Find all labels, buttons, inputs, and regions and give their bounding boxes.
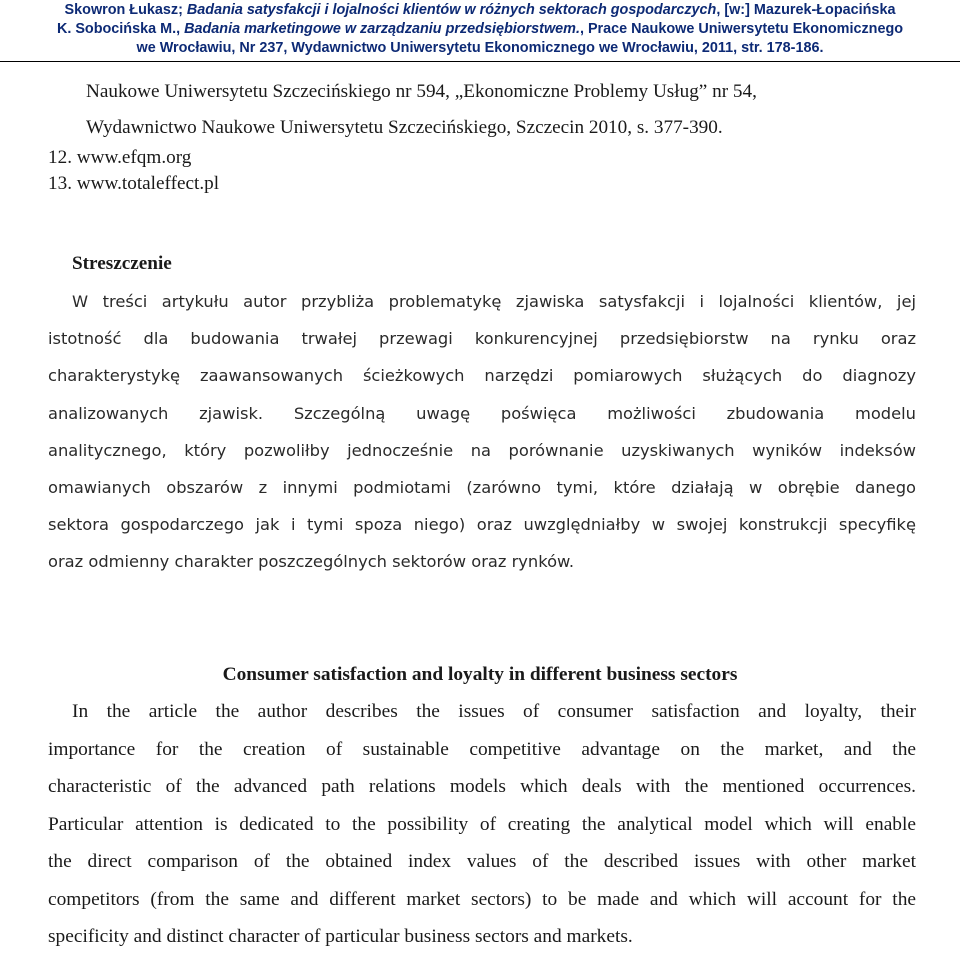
abstract-pl-body (48, 283, 916, 581)
abstract-pl-line: oraz odmienny charakter poszczególnych sektorów oraz rynków. (48, 552, 575, 572)
citation-header (0, 0, 960, 62)
abstract-pl-line: W treści artykułu autor przybliża problematykę zjawiska satysfakcji i lojalności klientów, jej (72, 292, 916, 311)
citation-authors: Skowron Łukasz; (64, 2, 187, 18)
abstract-en-line: characteristic of the advanced path relations models which deals with the mentioned occurrences. (48, 776, 916, 797)
abstract-en-line: importance for the creation of sustainable competitive advantage on the market, and the (48, 738, 916, 760)
citation-book-title: Badania marketingowe w zarządzaniu przedsiębiorstwem. (184, 21, 580, 37)
citation-article-title: Badania satysfakcji i lojalności klientów w różnych sektorach gospodarczych (186, 2, 717, 18)
citation-series: , Prace Naukowe Uniwersytetu Ekonomicznego (579, 21, 904, 37)
abstract-en-line: Particular attention is dedicated to the possibility of creating the analytical model which will enable (48, 813, 916, 835)
abstract-pl-line: analitycznego, który pozwoliłby jednocześnie na porównanie uzyskiwanych wyników indeksów (48, 440, 916, 460)
abstract-en-line: specificity and distinct character of particular business sectors and markets. (48, 926, 633, 947)
citation-editors-cont: K. Sobocińska M., (56, 21, 185, 37)
reference-item-12: 12. www.efqm.org (48, 147, 192, 168)
abstract-en-line: competitors (from the same and different market sectors) to be made and which will account for the (48, 888, 916, 910)
citation-line-1 (0, 1, 960, 20)
citation-editors: , [w:] Mazurek-Łopacińska (716, 2, 896, 18)
abstract-en-title: Consumer satisfaction and loyalty in different business sectors (222, 664, 738, 685)
abstract-pl-line: omawianych obszarów z innymi podmiotami (zarówno tymi, które działają w obrębie danego (48, 478, 916, 498)
citation-line-2 (0, 20, 960, 39)
reference-continuation-line-2: Wydawnictwo Naukowe Uniwersytetu Szczecińskiego, Szczecin 2010, s. 377-390. (86, 117, 723, 138)
abstract-pl-line: istotność dla budowania trwałej przewagi konkurencyjnej przedsiębiorstw na rynku oraz (48, 329, 916, 349)
abstract-pl-line: analizowanych zjawisk. Szczególną uwagę poświęca możliwości zbudowania modelu (48, 403, 916, 423)
abstract-pl-heading: Streszczenie (72, 253, 172, 274)
abstract-pl-line: sektora gospodarczego jak i tymi spoza niego) oraz uwzględniałby w swojej konstrukcji specyfikę (48, 515, 916, 535)
citation-line-3: we Wrocławiu, Nr 237, Wydawnictwo Uniwersytetu Ekonomicznego we Wrocławiu, 2011, str. 178-186. (136, 40, 824, 56)
reference-continuation-line-1: Naukowe Uniwersytetu Szczecińskiego nr 594, „Ekonomiczne Problemy Usług” nr 54, (86, 81, 757, 102)
reference-item-13: 13. www.totaleffect.pl (48, 173, 220, 194)
abstract-en-line: the direct comparison of the obtained index values of the described issues with other market (48, 851, 916, 872)
abstract-en-body (48, 693, 916, 956)
abstract-pl-line: charakterystykę zaawansowanych ścieżkowych narzędzi pomiarowych służących do diagnozy (48, 366, 916, 386)
abstract-en-line: In the article the author describes the issues of consumer satisfaction and loyalty, their (72, 701, 916, 722)
